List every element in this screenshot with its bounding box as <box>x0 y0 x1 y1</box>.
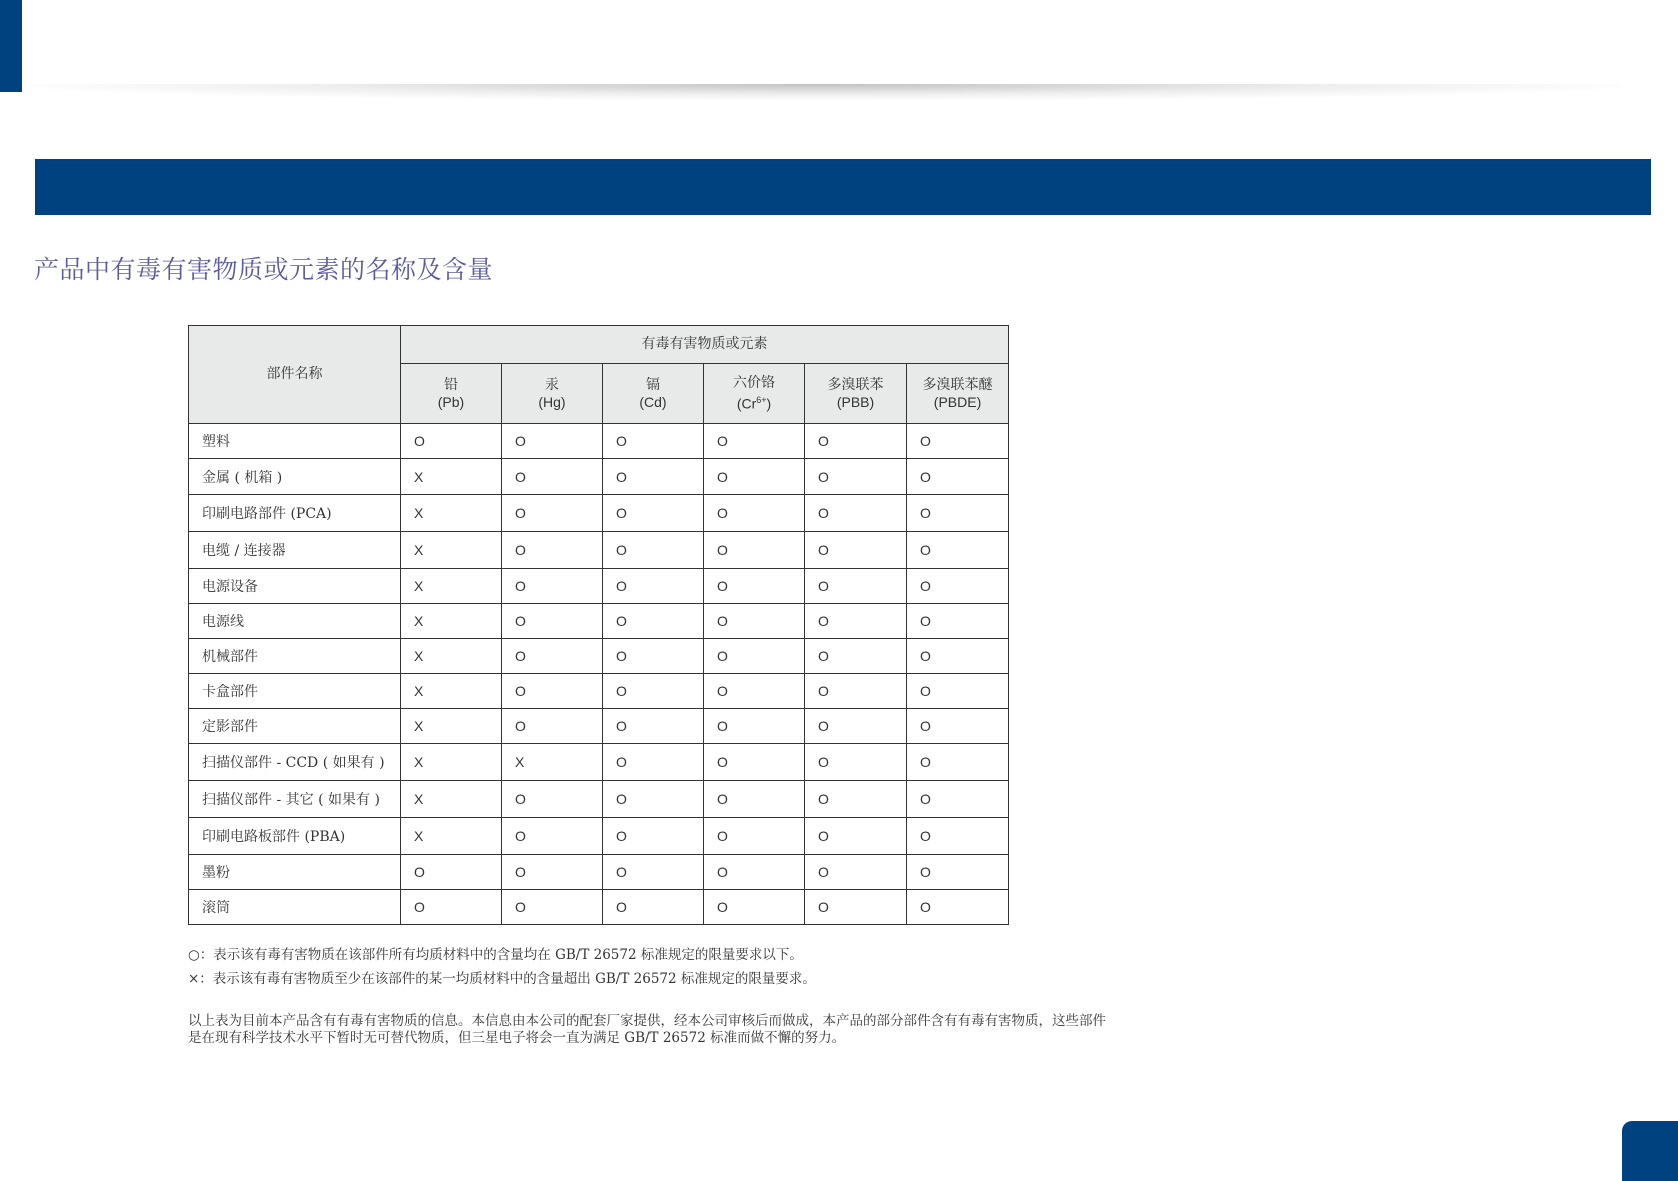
substance-mark-cell: X <box>401 459 502 495</box>
symbol-text: (Hg) <box>538 393 566 410</box>
substance-mark-cell: O <box>502 424 603 459</box>
substance-mark-cell: X <box>401 744 502 781</box>
substance-mark-cell: O <box>603 532 704 569</box>
part-name-cell: 卡盒部件 <box>189 674 401 709</box>
substance-name: 多溴联苯醚 <box>922 376 993 393</box>
disclaimer-paragraph: 以上表为目前本产品含有有毒有害物质的信息。本信息由本公司的配套厂家提供，经本公司审核后而做成，本产品的部分部件含有有毒有害物质，这些部件是在现有科学技术水平下暂时无可替代物质，但三星电子将会一直为满足 GB/T 26572 标准而做不懈的努力。 <box>188 1013 1106 1046</box>
substance-mark-cell: O <box>704 495 805 532</box>
substance-mark-cell: O <box>603 674 704 709</box>
substance-mark-cell: X <box>401 495 502 532</box>
part-name-cell: 印刷电路板部件 (PBA) <box>189 818 401 855</box>
substance-mark-cell: O <box>704 818 805 855</box>
part-name-cell: 扫描仪部件 - CCD ( 如果有 ) <box>189 744 401 781</box>
symbol-text: (Pb) <box>437 393 465 410</box>
table-row <box>189 459 1009 495</box>
substance-header <box>805 364 907 424</box>
substance-mark-cell: O <box>603 639 704 674</box>
substance-mark-cell: X <box>401 604 502 639</box>
substance-mark-cell: O <box>805 855 907 890</box>
substance-mark-cell: O <box>907 890 1009 925</box>
part-name-cell: 墨粉 <box>189 855 401 890</box>
substance-mark-cell: X <box>502 744 603 781</box>
table-row <box>189 855 1009 890</box>
substance-symbol <box>805 394 906 411</box>
substance-mark-cell: O <box>907 639 1009 674</box>
substance-mark-cell: O <box>603 781 704 818</box>
substance-mark-cell: O <box>502 639 603 674</box>
substance-mark-cell: O <box>603 459 704 495</box>
table-row <box>189 495 1009 532</box>
substance-mark-cell: O <box>907 604 1009 639</box>
substance-mark-cell: O <box>907 818 1009 855</box>
part-name-cell: 滚筒 <box>189 890 401 925</box>
substance-mark-cell: O <box>704 855 805 890</box>
substance-mark-cell: O <box>704 424 805 459</box>
substance-mark-cell: O <box>502 532 603 569</box>
substance-mark-cell: O <box>907 744 1009 781</box>
substance-symbol <box>907 394 1008 411</box>
o-legend-note: ○：表示该有毒有害物质在该部件所有均质材料中的含量均在 GB/T 26572 标准规定的限量要求以下。 <box>188 947 803 963</box>
substance-name: 铅 <box>444 376 458 393</box>
legend-notes <box>188 943 816 991</box>
substance-mark-cell: O <box>502 818 603 855</box>
substance-mark-cell: O <box>907 569 1009 604</box>
substance-mark-cell: O <box>805 532 907 569</box>
part-name-cell: 金属 ( 机箱 ) <box>189 459 401 495</box>
substance-name: 汞 <box>545 376 559 393</box>
substance-mark-cell: O <box>603 709 704 744</box>
substance-mark-cell: O <box>704 532 805 569</box>
symbol-text: (PBDE) <box>933 393 982 410</box>
part-name-cell: 电源设备 <box>189 569 401 604</box>
substance-mark-cell: O <box>603 818 704 855</box>
substance-mark-cell: O <box>603 890 704 925</box>
substance-mark-cell: O <box>805 569 907 604</box>
substance-mark-cell: O <box>401 424 502 459</box>
header-divider <box>30 84 1620 100</box>
substance-mark-cell: O <box>805 818 907 855</box>
substance-mark-cell: O <box>502 604 603 639</box>
substance-mark-cell: O <box>401 855 502 890</box>
substance-mark-cell: O <box>704 604 805 639</box>
substance-mark-cell: O <box>603 495 704 532</box>
substance-header <box>401 364 502 424</box>
substance-mark-cell: X <box>401 674 502 709</box>
substance-mark-cell: O <box>907 855 1009 890</box>
substance-mark-cell: X <box>401 639 502 674</box>
table-row <box>189 569 1009 604</box>
part-name-cell: 印刷电路部件 (PCA) <box>189 495 401 532</box>
substance-name: 六价铬 <box>733 374 775 391</box>
x-legend-note: ×：表示该有毒有害物质至少在该部件的某一均质材料中的含量超出 GB/T 26572 标准规定的限量要求。 <box>188 971 816 987</box>
substance-header <box>704 364 805 424</box>
symbol-text: (Cr <box>736 395 757 412</box>
table-row <box>189 424 1009 459</box>
substance-mark-cell: O <box>603 855 704 890</box>
substance-mark-cell: O <box>603 569 704 604</box>
substance-mark-cell: O <box>401 890 502 925</box>
substance-header <box>603 364 704 424</box>
substance-mark-cell: O <box>603 424 704 459</box>
substance-mark-cell: O <box>502 459 603 495</box>
substance-mark-cell: O <box>704 674 805 709</box>
substance-mark-cell: O <box>907 532 1009 569</box>
substance-mark-cell: O <box>805 604 907 639</box>
substance-mark-cell: X <box>401 532 502 569</box>
substance-mark-cell: O <box>704 569 805 604</box>
substance-mark-cell: O <box>502 781 603 818</box>
part-name-header: 部件名称 <box>189 326 401 424</box>
table-row <box>189 890 1009 925</box>
substance-mark-cell: O <box>502 709 603 744</box>
part-name-cell: 塑料 <box>189 424 401 459</box>
substance-mark-cell: O <box>502 890 603 925</box>
substance-mark-cell: O <box>502 855 603 890</box>
table-row <box>189 532 1009 569</box>
page-number-tab <box>1622 1121 1678 1181</box>
chapter-title-bar <box>35 159 1651 215</box>
substance-symbol <box>603 394 703 411</box>
substance-mark-cell: O <box>907 674 1009 709</box>
substance-header <box>502 364 603 424</box>
substance-mark-cell: X <box>401 569 502 604</box>
substance-mark-cell: O <box>704 709 805 744</box>
table-row <box>189 604 1009 639</box>
substance-mark-cell: O <box>805 890 907 925</box>
substance-mark-cell: X <box>401 781 502 818</box>
section-title: 产品中有毒有害物质或元素的名称及含量 <box>34 255 494 284</box>
substance-symbol <box>401 394 501 411</box>
substance-mark-cell: O <box>704 781 805 818</box>
table-row <box>189 818 1009 855</box>
substance-mark-cell: O <box>704 459 805 495</box>
substance-mark-cell: O <box>704 639 805 674</box>
substance-mark-cell: O <box>907 709 1009 744</box>
table-row <box>189 709 1009 744</box>
substance-mark-cell: O <box>805 674 907 709</box>
symbol-text: (PBB) <box>836 393 875 410</box>
substance-mark-cell: O <box>907 424 1009 459</box>
substance-symbol <box>704 392 804 413</box>
table-body <box>189 424 1009 925</box>
part-name-cell: 定影部件 <box>189 709 401 744</box>
substance-mark-cell: O <box>805 781 907 818</box>
substance-mark-cell: O <box>704 744 805 781</box>
symbol-close: ) <box>766 395 772 412</box>
table-row <box>189 674 1009 709</box>
substance-mark-cell: O <box>805 495 907 532</box>
substance-mark-cell: X <box>401 818 502 855</box>
substance-mark-cell: O <box>907 495 1009 532</box>
table-row <box>189 744 1009 781</box>
symbol-text: (Cd) <box>639 393 667 410</box>
corner-tab <box>0 0 22 92</box>
substance-name: 多溴联苯 <box>827 376 884 393</box>
substance-mark-cell: O <box>704 890 805 925</box>
substance-mark-cell: O <box>502 569 603 604</box>
substance-name: 镉 <box>646 376 660 393</box>
substance-mark-cell: O <box>805 709 907 744</box>
substance-mark-cell: O <box>805 639 907 674</box>
part-name-cell: 机械部件 <box>189 639 401 674</box>
substance-mark-cell: O <box>603 744 704 781</box>
hazardous-substances-table <box>188 325 1009 925</box>
substance-mark-cell: X <box>401 709 502 744</box>
substance-mark-cell: O <box>805 459 907 495</box>
substance-mark-cell: O <box>805 424 907 459</box>
substance-mark-cell: O <box>907 459 1009 495</box>
part-name-cell: 电源线 <box>189 604 401 639</box>
substance-mark-cell: O <box>907 781 1009 818</box>
substance-mark-cell: O <box>603 604 704 639</box>
substance-symbol <box>502 394 602 411</box>
part-name-cell: 扫描仪部件 - 其它 ( 如果有 ) <box>189 781 401 818</box>
part-name-cell: 电缆 / 连接器 <box>189 532 401 569</box>
substance-mark-cell: O <box>502 674 603 709</box>
table-row <box>189 639 1009 674</box>
substances-group-header: 有毒有害物质或元素 <box>401 326 1009 364</box>
substance-mark-cell: O <box>502 495 603 532</box>
table-row <box>189 781 1009 818</box>
substance-header <box>907 364 1009 424</box>
substance-mark-cell: O <box>805 744 907 781</box>
symbol-superscript: 6+ <box>756 394 767 405</box>
